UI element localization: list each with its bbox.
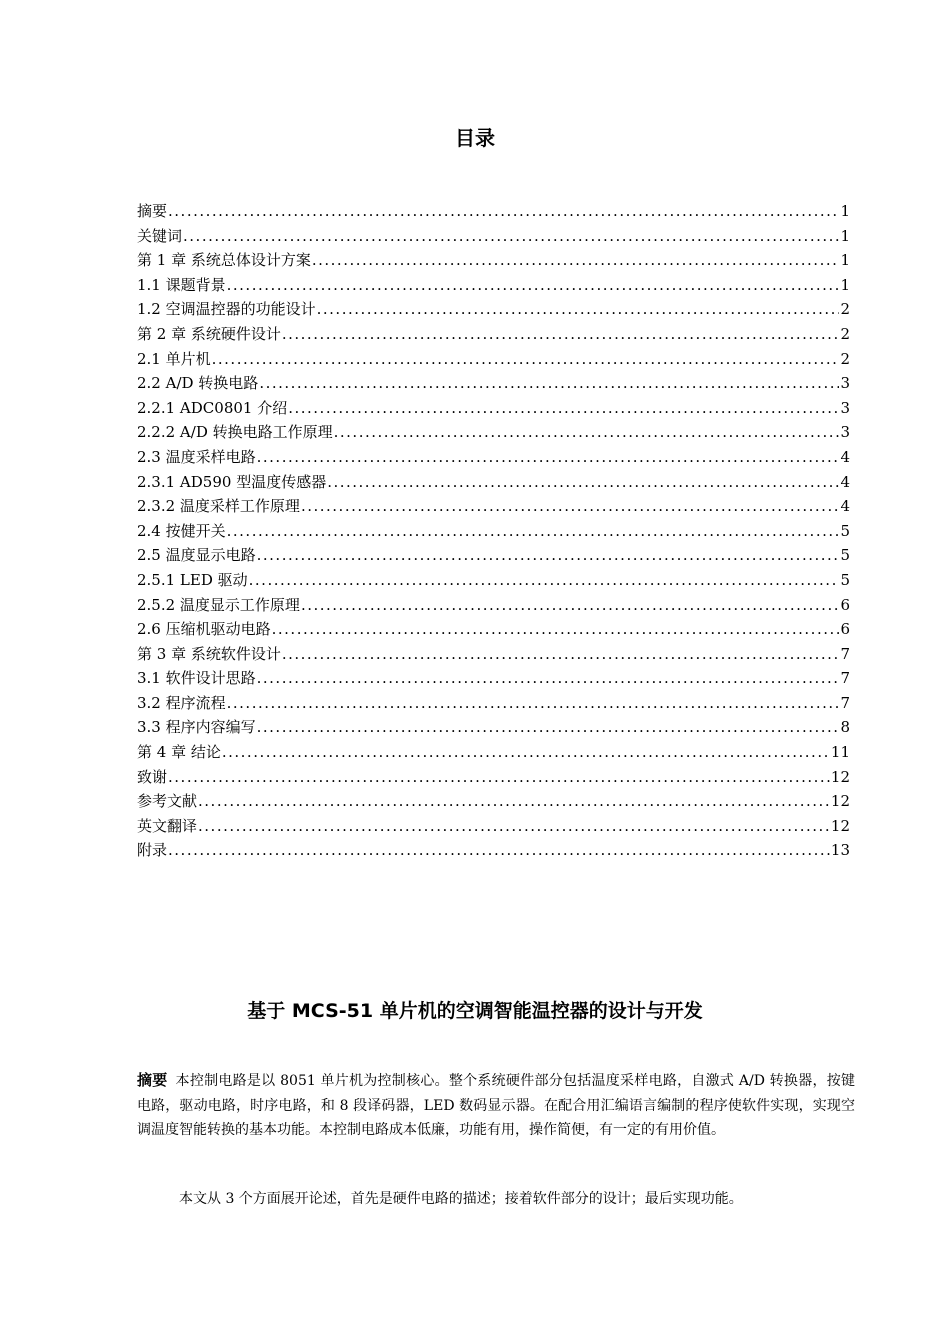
toc-entry-page: 7 [840, 669, 850, 688]
toc-entry-page: 2 [840, 324, 850, 343]
intro-paragraph: 本文从 3 个方面展开论述，首先是硬件电路的描述；接着软件部分的设计；最后实现功能。 [179, 1191, 743, 1207]
toc-entry-label: 2.3 温度采样电路 [137, 447, 256, 466]
toc-entry-page: 1 [840, 202, 850, 220]
toc-entry-label: 第 1 章 系统总体设计方案 [137, 251, 311, 270]
toc-entry-label: 关键词 [137, 226, 183, 245]
toc-entry[interactable] [137, 371, 850, 396]
toc-entry-label: 2.4 按健开关 [137, 521, 226, 540]
toc-leader-dots [272, 617, 840, 642]
abstract-text: 本控制电路是以 8051 单片机为控制核心。整个系统硬件部分包括温度采样电路，自激式 A/D 转换器，按键电路，驱动电路，时序电路，和 8 段译码器，LED 数码显示器。在配合用汇编语言编制的程序使软件实现，实现空调温度智能转换的基本功能。本控制电路成本低廉，功能有用，操作简便，有一定的有用价值。 [137, 1073, 855, 1138]
toc-entry-page: 12 [830, 816, 850, 835]
toc-leader-dots [198, 789, 830, 814]
toc-entry[interactable] [137, 347, 850, 372]
toc-entry-label: 摘要 [137, 202, 168, 220]
toc-leader-dots [257, 543, 840, 568]
toc-entry-label: 2.3.1 AD590 型温度传感器 [137, 472, 327, 491]
toc-leader-dots [327, 470, 839, 495]
toc-entry[interactable] [137, 199, 850, 224]
toc-entry[interactable] [137, 420, 850, 445]
toc-leader-dots [317, 297, 840, 322]
toc-entry-page: 3 [840, 374, 850, 393]
toc-entry-page: 6 [840, 620, 850, 639]
abstract-label: 摘要 [137, 1071, 168, 1089]
toc-entry-label: 2.6 压缩机驱动电路 [137, 620, 271, 639]
toc-entry-page: 4 [840, 447, 850, 466]
toc-entry-label: 参考文献 [137, 792, 198, 811]
toc-leader-dots [198, 814, 830, 839]
toc-entry-page: 4 [840, 472, 850, 491]
toc-entry-page: 1 [840, 251, 850, 270]
toc-entry[interactable] [137, 666, 850, 691]
toc-entry-page: 7 [840, 644, 850, 663]
toc-leader-dots [212, 347, 840, 372]
toc-entry-label: 附录 [137, 841, 168, 860]
toc-entry[interactable] [137, 765, 850, 790]
toc-entry[interactable] [137, 593, 850, 618]
toc-entry-page: 5 [840, 570, 850, 589]
toc-entry-label: 2.1 单片机 [137, 349, 211, 368]
toc-entry[interactable] [137, 740, 850, 765]
toc-entry-label: 3.2 程序流程 [137, 693, 226, 712]
toc-entry[interactable] [137, 273, 850, 298]
abstract [137, 1068, 855, 1143]
toc-leader-dots [183, 224, 839, 249]
toc-leader-dots [257, 666, 840, 691]
toc-entry-page: 12 [830, 767, 850, 786]
toc-leader-dots [227, 519, 840, 544]
toc-leader-dots [257, 445, 840, 470]
toc-entry-page: 11 [830, 743, 850, 762]
toc-entry-label: 英文翻译 [137, 816, 198, 835]
toc-entry[interactable] [137, 470, 850, 495]
toc-entry-label: 3.3 程序内容编写 [137, 718, 256, 737]
toc-entry-page: 1 [840, 275, 850, 294]
toc-entry[interactable] [137, 617, 850, 642]
toc-entry-label: 1.1 课题背景 [137, 275, 226, 294]
toc-entry-page: 3 [840, 423, 850, 442]
toc-entry-page: 4 [840, 497, 850, 516]
toc-entry-page: 13 [830, 841, 850, 860]
toc-leader-dots [301, 593, 840, 618]
toc-leader-dots [249, 568, 840, 593]
toc-leader-dots [227, 691, 840, 716]
toc-entry-page: 3 [840, 398, 850, 417]
toc-leader-dots [257, 715, 840, 740]
toc-entry[interactable] [137, 543, 850, 568]
toc-entry[interactable] [137, 445, 850, 470]
toc-entry-label: 1.2 空调温控器的功能设计 [137, 300, 316, 319]
toc-entry-page: 2 [840, 349, 850, 368]
toc-entry-label: 2.5.1 LED 驱动 [137, 570, 248, 589]
toc-leader-dots [168, 765, 830, 790]
toc-entry-label: 第 4 章 结论 [137, 743, 221, 762]
toc-entry-page: 6 [840, 595, 850, 614]
toc-entry[interactable] [137, 568, 850, 593]
toc-entry[interactable] [137, 396, 850, 421]
toc-entry-page: 5 [840, 521, 850, 540]
toc-entry-label: 2.2.2 A/D 转换电路工作原理 [137, 423, 333, 442]
toc-entry-page: 2 [840, 300, 850, 319]
toc-leader-dots [312, 248, 840, 273]
toc-entry-label: 2.2.1 ADC0801 介绍 [137, 398, 288, 417]
toc-entry[interactable] [137, 789, 850, 814]
toc-entry-label: 第 3 章 系统软件设计 [137, 644, 281, 663]
toc-leader-dots [301, 494, 840, 519]
toc-leader-dots [334, 420, 840, 445]
toc-entry[interactable] [137, 838, 850, 863]
toc-entry[interactable] [137, 297, 850, 322]
toc-entry[interactable] [137, 224, 850, 249]
toc-leader-dots [259, 371, 839, 396]
toc-entry-page: 5 [840, 546, 850, 565]
toc-entry[interactable] [137, 715, 850, 740]
toc-leader-dots [282, 642, 840, 667]
toc-leader-dots [282, 322, 840, 347]
toc-entry-page: 1 [840, 226, 850, 245]
toc-entry-page: 7 [840, 693, 850, 712]
toc-entry-label: 3.1 软件设计思路 [137, 669, 256, 688]
toc-entry-label: 2.2 A/D 转换电路 [137, 374, 259, 393]
toc-entry[interactable] [137, 248, 850, 273]
toc-entry[interactable] [137, 494, 850, 519]
toc-leader-dots [222, 740, 830, 765]
toc-leader-dots [168, 838, 830, 863]
toc-entry-label: 2.5.2 温度显示工作原理 [137, 595, 300, 614]
toc-leader-dots [288, 396, 839, 421]
table-of-contents [137, 199, 850, 863]
toc-entry-page: 8 [840, 718, 850, 737]
toc-entry[interactable] [137, 642, 850, 667]
toc-entry[interactable] [137, 519, 850, 544]
toc-leader-dots [227, 273, 840, 298]
toc-entry-label: 2.5 温度显示电路 [137, 546, 256, 565]
toc-entry-label: 致谢 [137, 767, 168, 786]
toc-entry[interactable] [137, 322, 850, 347]
toc-entry[interactable] [137, 691, 850, 716]
toc-entry[interactable] [137, 814, 850, 839]
toc-entry-label: 2.3.2 温度采样工作原理 [137, 497, 300, 516]
toc-leader-dots [168, 199, 839, 224]
toc-title: 目录 [455, 126, 495, 150]
toc-entry-page: 12 [830, 792, 850, 811]
document-title: 基于 MCS-51 单片机的空调智能温控器的设计与开发 [247, 1000, 703, 1022]
toc-entry-label: 第 2 章 系统硬件设计 [137, 324, 281, 343]
